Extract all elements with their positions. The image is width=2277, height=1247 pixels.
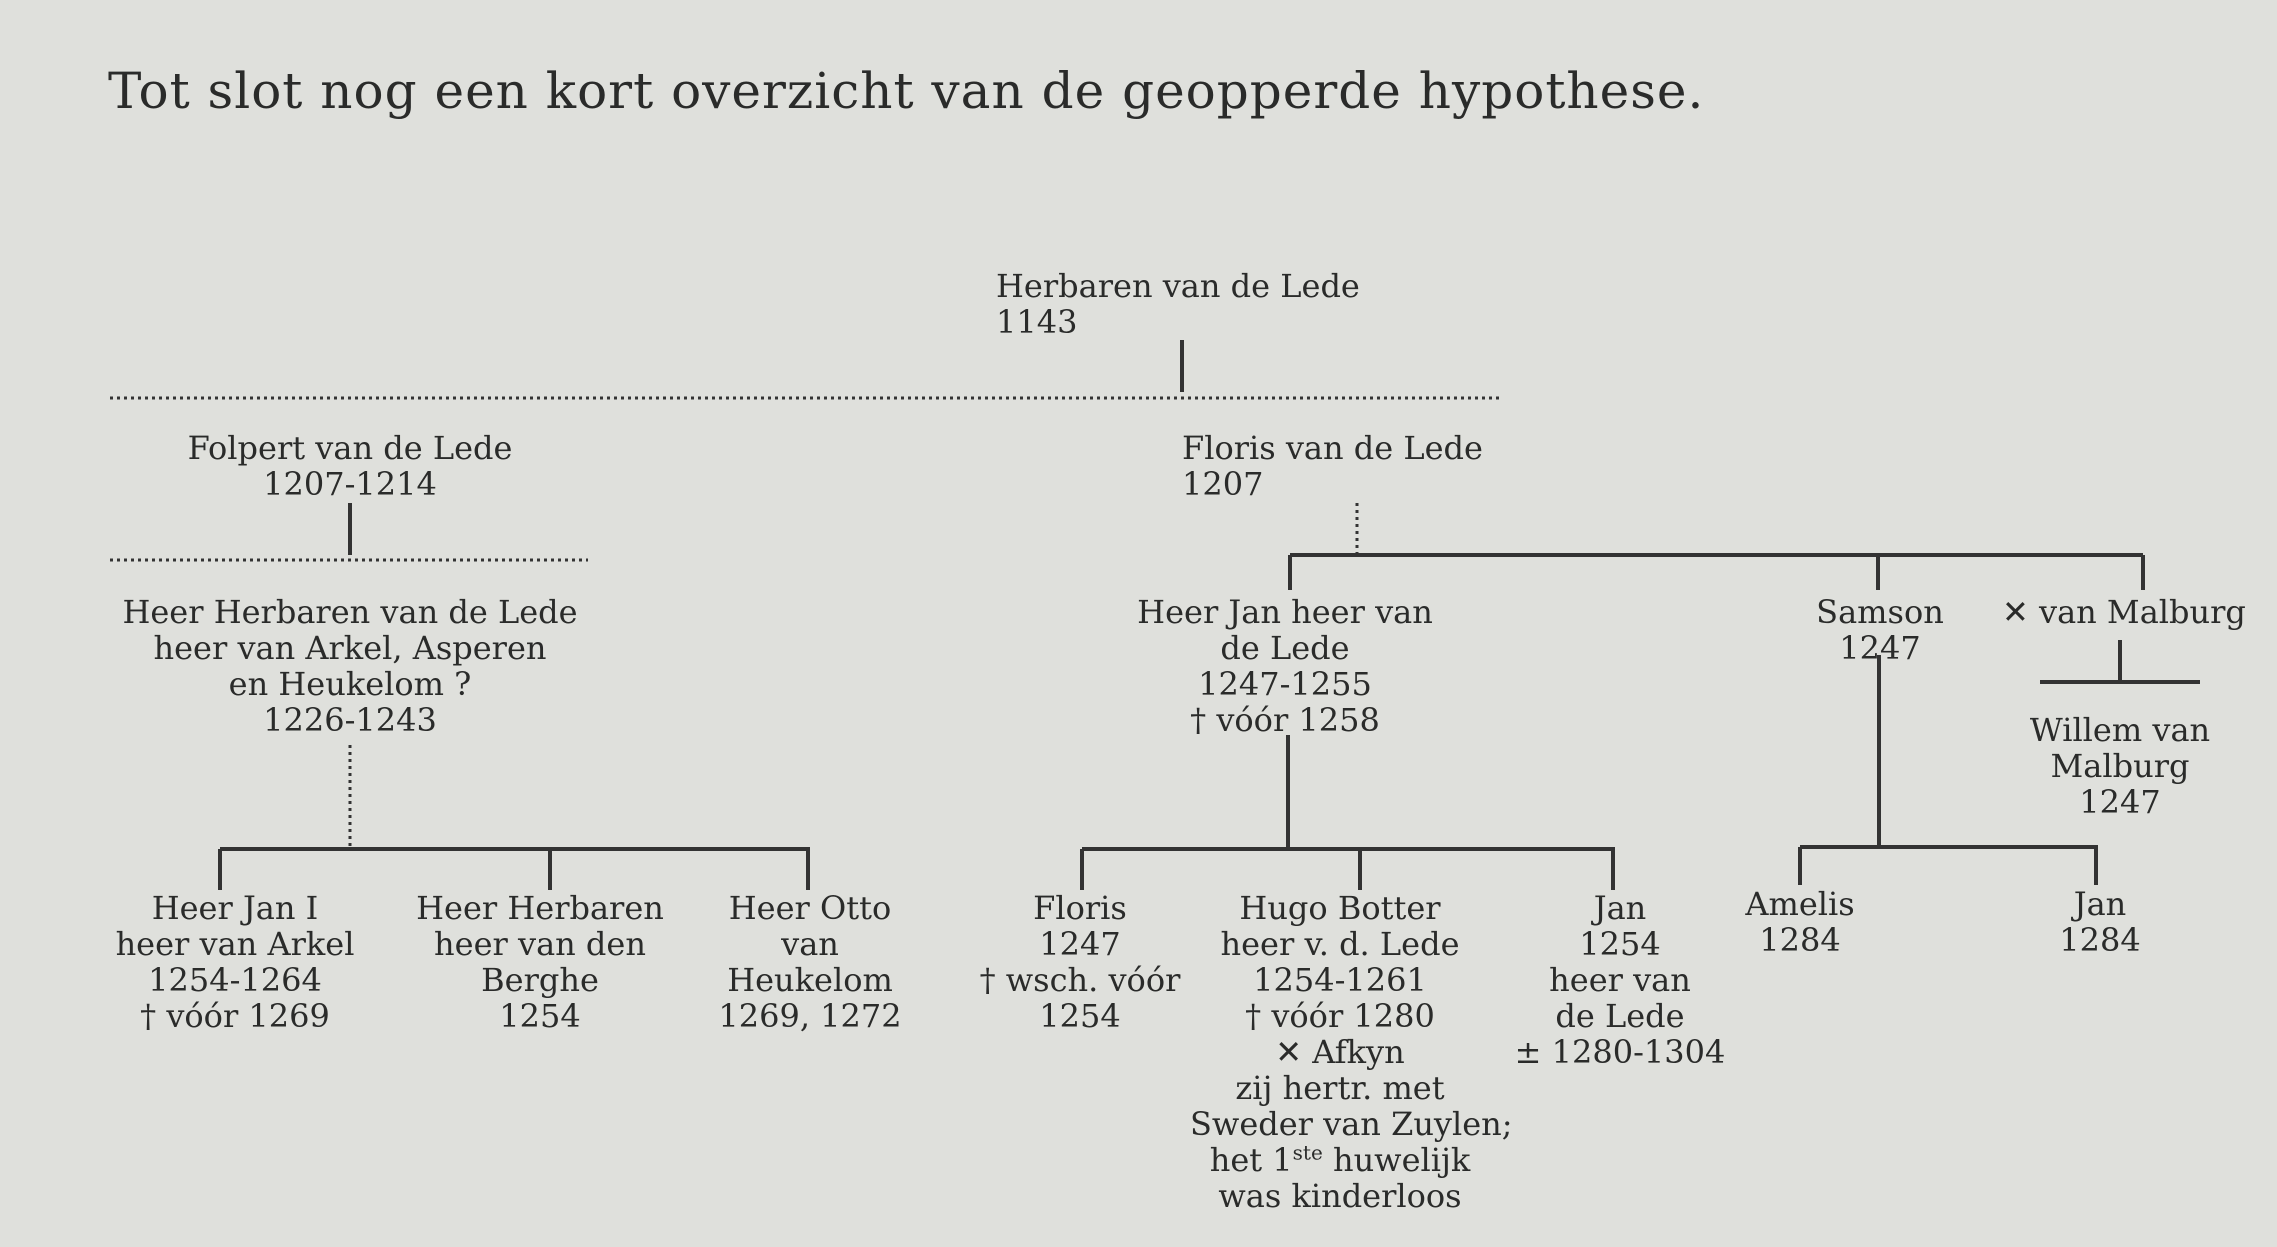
dates: 1247 <box>2079 783 2161 821</box>
dates: 1247-1255 <box>1198 665 1372 703</box>
line: 1254 <box>1579 925 1661 963</box>
name: Herbaren van de Lede <box>996 267 1360 305</box>
line: Heukelom <box>727 961 893 999</box>
line: en Heukelom ? <box>228 665 472 703</box>
node-jan-heer <box>1120 594 1450 738</box>
node-amelis <box>1730 886 1870 958</box>
line: van <box>781 925 839 963</box>
node-floris-junior <box>960 890 1200 1034</box>
name: Jan <box>2073 885 2127 923</box>
line: heer van Arkel <box>115 925 355 963</box>
name: Amelis <box>1745 885 1855 923</box>
page-title: Tot slot nog een kort overzicht van de geopperde hypothese. <box>108 62 1705 120</box>
line: Willem van <box>2029 711 2211 749</box>
node-floris-senior <box>1182 430 1483 502</box>
death: † vóór 1269 <box>140 997 330 1035</box>
dates: 1284 <box>2059 921 2141 959</box>
node-jan-lede <box>1500 890 1740 1070</box>
node-herbaren-berghe <box>405 890 675 1034</box>
line: Heer Jan I <box>151 889 319 927</box>
dates: 1269, 1272 <box>718 997 902 1035</box>
dates: 1207-1214 <box>263 465 437 503</box>
node-herbaren-root <box>996 268 1360 340</box>
death: † vóór 1258 <box>1190 701 1380 739</box>
node-herbaren-heer <box>90 594 610 738</box>
node-jan-i <box>90 890 380 1034</box>
line: de Lede <box>1220 629 1350 667</box>
node-otto <box>700 890 920 1034</box>
line: Heer Otto <box>728 889 892 927</box>
dates: 1254-1264 <box>148 961 322 999</box>
dates: 1226-1243 <box>263 701 437 739</box>
dates: 1143 <box>996 303 1078 341</box>
line: Heer Jan heer van <box>1137 593 1433 631</box>
note-part: huwelijk <box>1322 1141 1471 1179</box>
line: Hugo Botter <box>1239 889 1441 927</box>
node-samson <box>1780 594 1980 666</box>
death-year: 1254 <box>1039 997 1121 1035</box>
line: Malburg <box>2050 747 2190 785</box>
name: Floris <box>1033 889 1127 927</box>
dates: 1207 <box>1182 465 1264 503</box>
name: Folpert van de Lede <box>187 429 513 467</box>
name: ✕ van Malburg <box>2002 593 2246 631</box>
dates: 1247 <box>1839 629 1921 667</box>
line: Jan <box>1593 889 1647 927</box>
marriage: ✕ Afkyn <box>1275 1033 1405 1071</box>
line: heer van Arkel, Asperen <box>153 629 547 667</box>
name: Floris van de Lede <box>1182 429 1483 467</box>
line: Heer Herbaren <box>416 889 664 927</box>
note-part: het 1 <box>1209 1141 1293 1179</box>
line: heer van den <box>434 925 646 963</box>
line: Heer Herbaren van de Lede <box>122 593 578 631</box>
line: heer van <box>1549 961 1691 999</box>
node-folpert <box>150 430 550 502</box>
line: de Lede <box>1555 997 1685 1035</box>
note: Sweder van Zuylen; <box>1190 1105 1513 1143</box>
node-willem <box>2000 712 2240 820</box>
node-hugo-botter <box>1190 889 1513 1215</box>
death: † wsch. vóór <box>979 961 1181 999</box>
dates: 1254 <box>499 997 581 1035</box>
line: Berghe <box>481 961 599 999</box>
node-van-malburg <box>2002 594 2246 630</box>
dates: 1254-1261 <box>1253 961 1427 999</box>
note: was kinderloos <box>1218 1177 1462 1215</box>
name: Samson <box>1816 593 1944 631</box>
node-jan-1284 <box>2030 886 2170 958</box>
death: † vóór 1280 <box>1245 997 1435 1035</box>
dates: 1284 <box>1759 921 1841 959</box>
dates: ± 1280-1304 <box>1514 1033 1726 1071</box>
dates: 1247 <box>1039 925 1121 963</box>
note-superscript: ste <box>1292 1140 1323 1165</box>
note-marriage-line <box>1190 1142 1490 1178</box>
note: zij hertr. met <box>1235 1069 1445 1107</box>
line: heer v. d. Lede <box>1220 925 1460 963</box>
